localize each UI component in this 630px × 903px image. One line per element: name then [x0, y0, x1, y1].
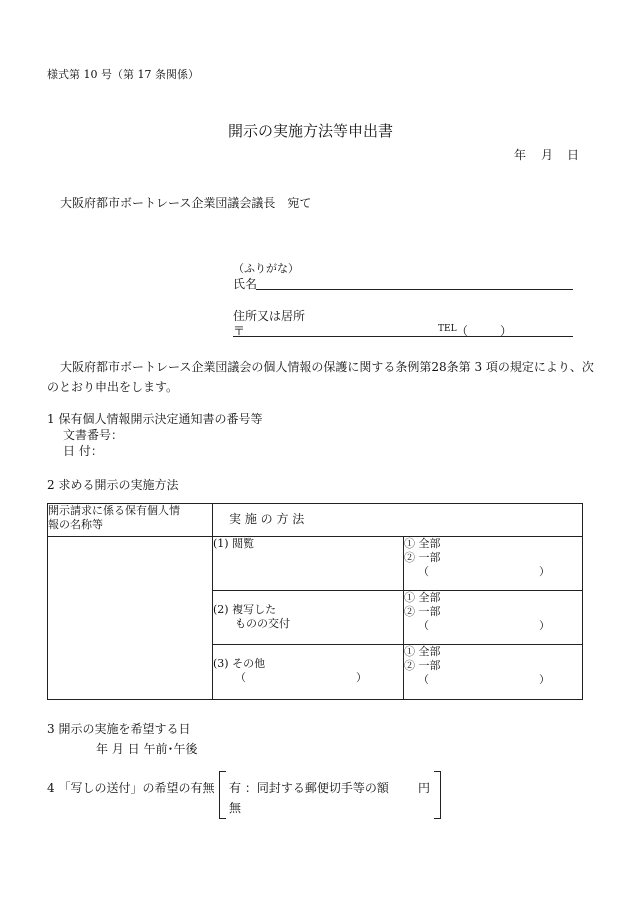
name-field-line[interactable] — [256, 289, 573, 290]
method-3-option-paren: （ ） — [418, 673, 550, 686]
furigana-label: （ふりがな） — [233, 262, 299, 275]
method-1-option-all[interactable]: ① 全部 — [404, 537, 441, 550]
form-number: 様式第 10 号（第 17 条関係） — [47, 68, 199, 81]
tel-label: TEL — [438, 324, 457, 334]
table-header-name-line-1: 開示請求に係る保有個人情 — [48, 504, 180, 517]
date-month: 月 — [541, 148, 554, 162]
method-2-option-all[interactable]: ① 全部 — [404, 591, 441, 604]
method-1-option-part[interactable]: ② 一部 — [404, 551, 441, 564]
method-2-option-part[interactable]: ② 一部 — [404, 605, 441, 618]
method-1-options[interactable] — [404, 537, 583, 591]
section-4-heading: 4 「写しの送付」の希望の有無 — [47, 781, 215, 795]
table-header-name-line-2: 報の名称等 — [48, 518, 103, 531]
section-1-heading: 1 保有個人情報開示決定通知書の番号等 — [47, 412, 263, 426]
name-label: 氏名 — [233, 277, 258, 291]
method-row-3[interactable] — [213, 645, 404, 700]
preferred-datetime[interactable]: 年 月 日 午前･午後 — [96, 742, 198, 756]
table-header-method — [213, 504, 583, 537]
tel-close-paren: ） — [500, 324, 513, 338]
option-yes[interactable]: 有 ：同封する郵便切手等の額 — [229, 781, 389, 795]
method-3-paren: （ ） — [235, 671, 367, 684]
intro-line-1: 大阪府都市ボートレース企業団議会の個人情報の保護に関する条例第28条第 3 項の規定により、次 — [60, 360, 594, 374]
method-row-2[interactable] — [213, 591, 404, 645]
tel-open-paren: （ — [456, 324, 469, 338]
yen-label: 円 — [418, 781, 431, 795]
intro-line-2: のとおり申出をします。 — [47, 380, 179, 394]
postal-mark: 〒 — [233, 324, 246, 338]
address-field-line[interactable] — [233, 336, 573, 337]
page-title: 開示の実施方法等申出書 — [228, 122, 394, 140]
date-year: 年 — [514, 148, 527, 162]
date-day: 日 — [567, 148, 580, 162]
addressee: 大阪府都市ボートレース企業団議会議長 宛て — [60, 196, 312, 210]
bracket-left — [219, 771, 226, 819]
method-row-1[interactable] — [213, 537, 404, 591]
section-2-heading: 2 求める開示の実施方法 — [47, 478, 179, 492]
method-3-label-line-1: (3) その他 — [213, 657, 266, 670]
option-no[interactable]: 無 — [229, 801, 242, 815]
method-3-options[interactable] — [404, 645, 583, 700]
method-2-label-line-2: ものの交付 — [235, 617, 290, 630]
table-header-method-label: 実 施 の 方 法 — [229, 512, 305, 526]
method-2-label-line-1: (2) 複写した — [213, 603, 277, 616]
table-header-name — [48, 504, 213, 537]
doc-number-label: 文書番号： — [63, 428, 124, 442]
address-label: 住所又は居所 — [233, 309, 306, 323]
method-1-paren: （ ） — [418, 565, 550, 578]
method-2-paren: （ ） — [418, 619, 550, 632]
section-3-heading: 3 開示の実施を希望する日 — [47, 722, 191, 736]
info-name-cell[interactable] — [48, 537, 213, 700]
method-2-options[interactable] — [404, 591, 583, 645]
disclosure-method-table — [47, 503, 583, 700]
date-label: 日 付： — [63, 444, 103, 458]
method-1-label: (1) 閲覧 — [213, 537, 255, 550]
bracket-right — [434, 771, 441, 819]
method-3-option-part[interactable]: ② 一部 — [404, 659, 441, 672]
method-3-option-all[interactable]: ① 全部 — [404, 645, 441, 658]
